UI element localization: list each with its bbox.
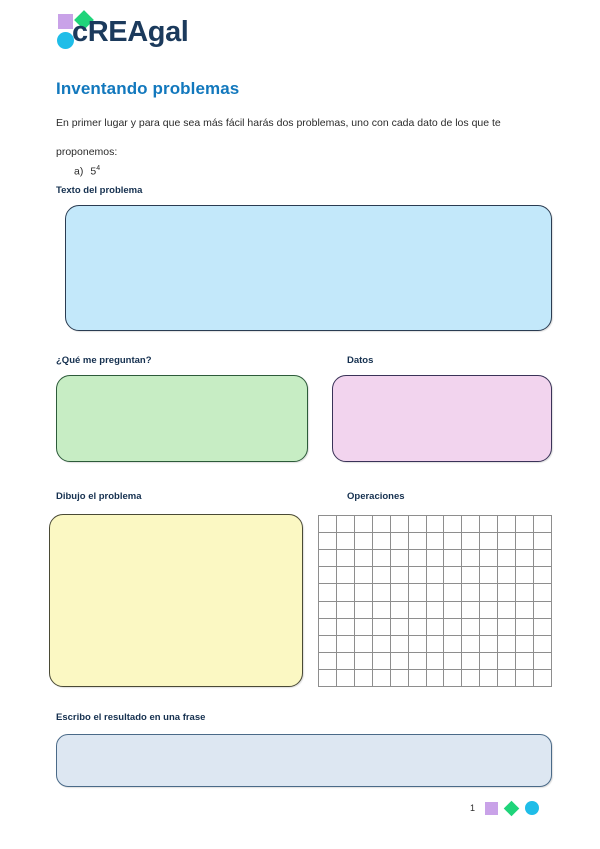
operations-grid-cell[interactable]	[373, 636, 391, 653]
operations-grid-cell[interactable]	[498, 550, 516, 567]
operations-grid-cell[interactable]	[319, 653, 337, 670]
label-datos: Datos	[347, 355, 374, 366]
operations-grid-cell[interactable]	[444, 602, 462, 619]
operations-grid-cell[interactable]	[409, 550, 427, 567]
operations-grid-cell[interactable]	[337, 567, 355, 584]
operations-grid-cell[interactable]	[319, 516, 337, 533]
operations-grid-cell[interactable]	[516, 550, 534, 567]
operations-grid-cell[interactable]	[444, 670, 462, 687]
label-operaciones: Operaciones	[347, 491, 405, 502]
operations-grid-cell[interactable]	[391, 550, 409, 567]
operations-grid-cell[interactable]	[444, 533, 462, 550]
page-footer	[470, 799, 539, 817]
operations-grid-cell[interactable]	[373, 619, 391, 636]
operations-grid-cell[interactable]	[516, 567, 534, 584]
operations-grid-cell[interactable]	[337, 584, 355, 601]
operations-grid-cell[interactable]	[444, 653, 462, 670]
brand-wordmark: cREAgal	[72, 16, 189, 48]
operations-grid-cell[interactable]	[319, 550, 337, 567]
operations-grid-cell[interactable]	[391, 653, 409, 670]
operations-grid-cell[interactable]	[480, 670, 498, 687]
operations-grid-cell[interactable]	[516, 516, 534, 533]
operations-grid-cell[interactable]	[480, 584, 498, 601]
operations-grid-cell[interactable]	[319, 602, 337, 619]
operations-grid-cell[interactable]	[498, 516, 516, 533]
operations-grid-cell[interactable]	[409, 670, 427, 687]
operations-grid-cell[interactable]	[534, 653, 552, 670]
operations-grid-cell[interactable]	[373, 567, 391, 584]
input-texto-del-problema[interactable]	[65, 205, 552, 331]
operations-grid-cell[interactable]	[373, 602, 391, 619]
operations-grid-cell[interactable]	[319, 670, 337, 687]
operations-grid-cell[interactable]	[480, 516, 498, 533]
page-title: Inventando problemas	[56, 79, 240, 98]
purple-square-icon	[485, 802, 498, 815]
operations-grid-cell[interactable]	[391, 636, 409, 653]
operations-grid-cell[interactable]	[462, 636, 480, 653]
operations-grid-cell[interactable]	[427, 516, 445, 533]
operations-grid-cell[interactable]	[462, 550, 480, 567]
operations-grid-cell[interactable]	[427, 567, 445, 584]
operations-grid-cell[interactable]	[373, 533, 391, 550]
input-datos[interactable]	[332, 375, 552, 462]
operations-grid-cell[interactable]	[462, 516, 480, 533]
operations-grid-cell[interactable]	[355, 584, 373, 601]
operations-grid-cell[interactable]	[409, 602, 427, 619]
operations-grid-cell[interactable]	[373, 584, 391, 601]
operations-grid-cell[interactable]	[409, 516, 427, 533]
operations-grid-cell[interactable]	[534, 670, 552, 687]
operations-grid-cell[interactable]	[427, 550, 445, 567]
operations-grid-cell[interactable]	[427, 670, 445, 687]
operations-grid[interactable]	[318, 515, 552, 687]
operations-grid-cell[interactable]	[391, 584, 409, 601]
operations-grid-cell[interactable]	[534, 533, 552, 550]
operations-grid-cell[interactable]	[444, 619, 462, 636]
input-escribo-el-resultado[interactable]	[56, 734, 552, 787]
operations-grid-cell[interactable]	[355, 602, 373, 619]
operations-grid-cell[interactable]	[409, 584, 427, 601]
operations-grid-cell[interactable]	[337, 602, 355, 619]
purple-square-icon	[58, 14, 73, 29]
label-escribo-el-resultado: Escribo el resultado en una frase	[56, 712, 206, 723]
operations-grid-cell[interactable]	[480, 550, 498, 567]
operations-grid-cell[interactable]	[391, 516, 409, 533]
operations-grid-cell[interactable]	[391, 533, 409, 550]
operations-grid-cell[interactable]	[462, 670, 480, 687]
operations-grid-cell[interactable]	[409, 567, 427, 584]
operations-grid-cell[interactable]	[355, 619, 373, 636]
operations-grid-cell[interactable]	[498, 636, 516, 653]
operations-grid-cell[interactable]	[355, 516, 373, 533]
operations-grid-cell[interactable]	[480, 636, 498, 653]
operations-grid-cell[interactable]	[319, 567, 337, 584]
operations-grid-cell[interactable]	[516, 636, 534, 653]
operations-grid-cell[interactable]	[355, 550, 373, 567]
operations-grid-cell[interactable]	[444, 584, 462, 601]
operations-grid-cell[interactable]	[480, 602, 498, 619]
input-dibujo-el-problema[interactable]	[49, 514, 303, 687]
operations-grid-cell[interactable]	[498, 533, 516, 550]
label-que-me-preguntan: ¿Qué me preguntan?	[56, 355, 152, 366]
operations-grid-cell[interactable]	[319, 619, 337, 636]
operations-grid-cell[interactable]	[534, 602, 552, 619]
operations-grid-cell[interactable]	[427, 533, 445, 550]
operations-grid-cell[interactable]	[462, 584, 480, 601]
operations-grid-cell[interactable]	[516, 653, 534, 670]
operations-grid-cell[interactable]	[337, 653, 355, 670]
operations-grid-cell[interactable]	[427, 619, 445, 636]
operations-grid-cell[interactable]	[516, 602, 534, 619]
operations-grid-cell[interactable]	[427, 653, 445, 670]
operations-grid-cell[interactable]	[391, 567, 409, 584]
intro-paragraph: En primer lugar y para que sea más fácil harás dos problemas, uno con cada dato de los que te proponemos:	[56, 117, 501, 158]
operations-grid-cell[interactable]	[462, 533, 480, 550]
operations-grid-cell[interactable]	[337, 619, 355, 636]
operations-grid-cell[interactable]	[516, 584, 534, 601]
operations-grid-cell[interactable]	[319, 636, 337, 653]
operations-grid-cell[interactable]	[355, 636, 373, 653]
operations-grid-cell[interactable]	[355, 533, 373, 550]
operations-grid-cell[interactable]	[444, 567, 462, 584]
operations-grid-cell[interactable]	[480, 567, 498, 584]
operations-grid-cell[interactable]	[337, 670, 355, 687]
operations-grid-cell[interactable]	[409, 653, 427, 670]
operations-grid-cell[interactable]	[409, 636, 427, 653]
operations-grid-cell[interactable]	[337, 636, 355, 653]
operations-grid-cell[interactable]	[444, 550, 462, 567]
operations-grid-cell[interactable]	[337, 550, 355, 567]
operations-grid-cell[interactable]	[498, 619, 516, 636]
item-base: 5	[90, 165, 97, 178]
operations-grid-cell[interactable]	[355, 567, 373, 584]
label-dibujo-el-problema: Dibujo el problema	[56, 491, 142, 502]
operations-grid-cell[interactable]	[498, 567, 516, 584]
operations-grid-cell[interactable]	[409, 619, 427, 636]
page-number: 1	[470, 803, 476, 813]
operations-grid-cell[interactable]	[319, 533, 337, 550]
operations-grid-cell[interactable]	[480, 619, 498, 636]
operations-grid-cell[interactable]	[391, 619, 409, 636]
problem-item-a	[74, 165, 100, 178]
operations-grid-cell[interactable]	[462, 653, 480, 670]
brand-logo	[56, 10, 256, 54]
operations-grid-cell[interactable]	[373, 670, 391, 687]
operations-grid-cell[interactable]	[534, 567, 552, 584]
cyan-circle-icon	[525, 801, 539, 815]
operations-grid-cell[interactable]	[427, 636, 445, 653]
operations-grid-cell[interactable]	[516, 533, 534, 550]
operations-grid-cell[interactable]	[534, 636, 552, 653]
operations-grid-cell[interactable]	[534, 619, 552, 636]
operations-grid-cell[interactable]	[498, 670, 516, 687]
operations-grid-cell[interactable]	[498, 584, 516, 601]
operations-grid-cell[interactable]	[498, 653, 516, 670]
operations-grid-cell[interactable]	[391, 602, 409, 619]
operations-grid-cell[interactable]	[337, 516, 355, 533]
operations-grid-cell[interactable]	[319, 584, 337, 601]
operations-grid-cell[interactable]	[462, 567, 480, 584]
operations-grid-cell[interactable]	[444, 636, 462, 653]
operations-grid-cell[interactable]	[409, 533, 427, 550]
operations-grid-cell[interactable]	[355, 670, 373, 687]
operations-grid-cell[interactable]	[444, 516, 462, 533]
operations-grid-cell[interactable]	[462, 619, 480, 636]
item-exponent: 4	[96, 165, 101, 172]
operations-grid-cell[interactable]	[534, 550, 552, 567]
label-texto-del-problema: Texto del problema	[56, 185, 143, 196]
operations-grid-cell[interactable]	[516, 670, 534, 687]
operations-grid-cell[interactable]	[373, 516, 391, 533]
operations-grid-cell[interactable]	[391, 670, 409, 687]
operations-grid-cell[interactable]	[480, 533, 498, 550]
operations-grid-cell[interactable]	[427, 584, 445, 601]
operations-grid-cell[interactable]	[337, 533, 355, 550]
operations-grid-cell[interactable]	[534, 584, 552, 601]
item-letter: a)	[74, 165, 84, 178]
operations-grid-cell[interactable]	[355, 653, 373, 670]
operations-grid-cell[interactable]	[498, 602, 516, 619]
input-que-me-preguntan[interactable]	[56, 375, 308, 462]
operations-grid-cell[interactable]	[427, 602, 445, 619]
operations-grid-cell[interactable]	[373, 653, 391, 670]
green-diamond-icon	[504, 800, 520, 816]
operations-grid-cell[interactable]	[373, 550, 391, 567]
operations-grid-cell[interactable]	[516, 619, 534, 636]
operations-grid-cell[interactable]	[534, 516, 552, 533]
operations-grid-cell[interactable]	[462, 602, 480, 619]
operations-grid-cell[interactable]	[480, 653, 498, 670]
